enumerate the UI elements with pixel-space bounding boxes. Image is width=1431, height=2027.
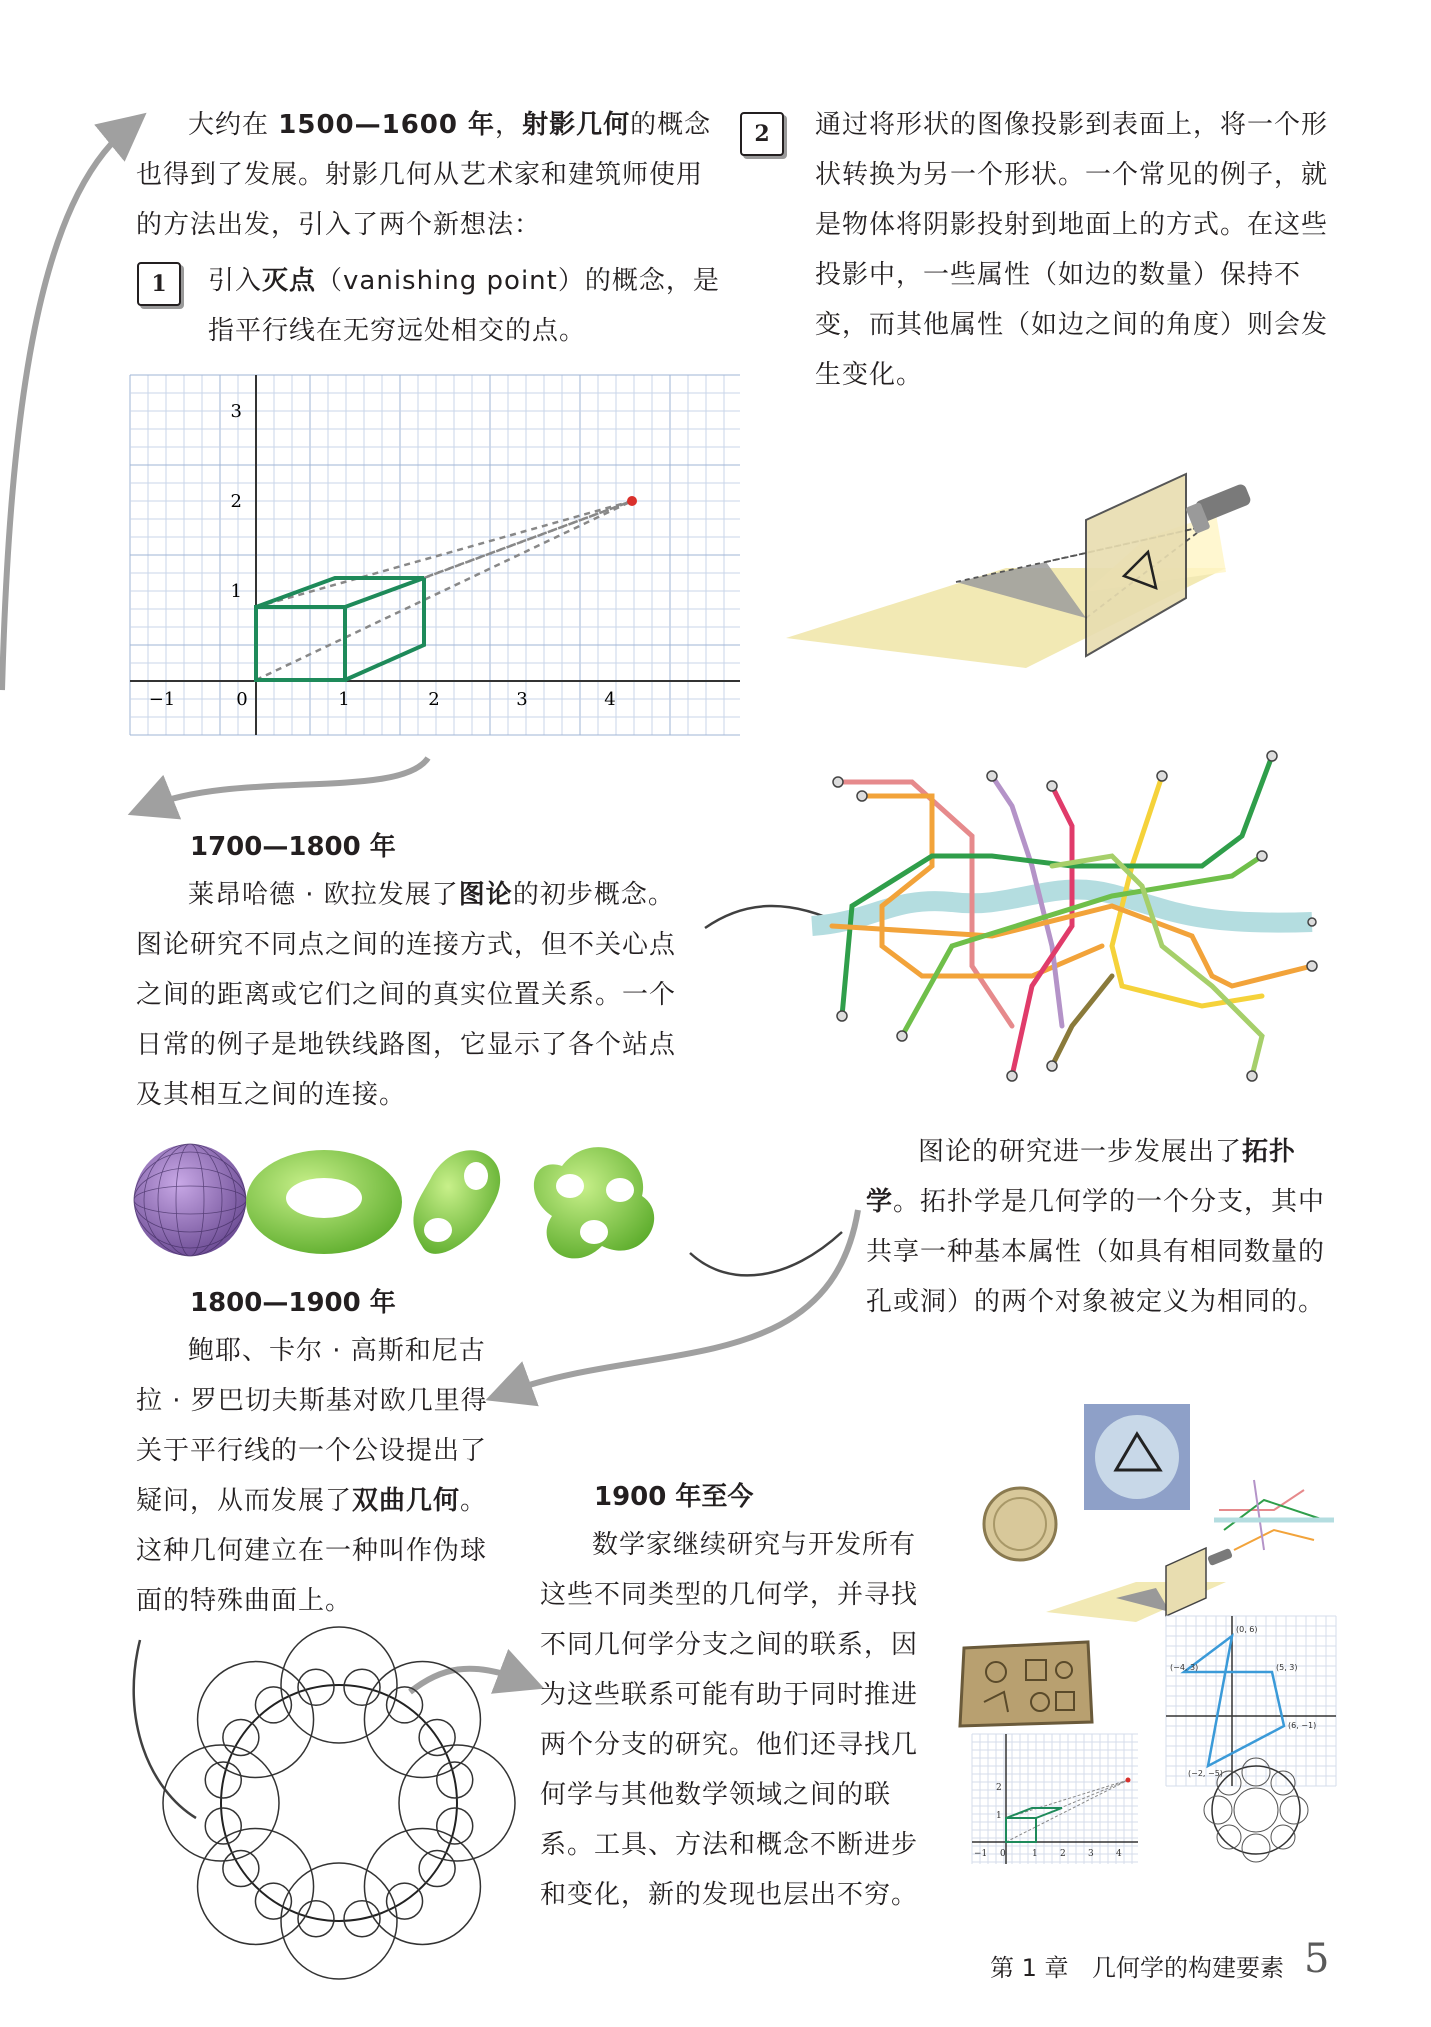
point-label: (−2, −5) bbox=[1188, 1769, 1223, 1778]
station bbox=[987, 771, 997, 781]
mini-x-label: 3 bbox=[1088, 1849, 1094, 1859]
projective-years: 1500—1600 年 bbox=[278, 110, 496, 140]
graph-theory-heading: 1700—1800 年 bbox=[190, 832, 396, 862]
station bbox=[1047, 781, 1057, 791]
box-depth-edges bbox=[256, 578, 424, 607]
idea-1-pre: 引入 bbox=[208, 266, 263, 296]
mini-y-label: 2 bbox=[996, 1783, 1002, 1793]
idea-1-text bbox=[208, 256, 728, 356]
mini-x-label: −1 bbox=[974, 1849, 988, 1859]
footer-chapter: 第 1 章 bbox=[990, 1954, 1069, 1982]
x-tick-label: 3 bbox=[516, 689, 528, 710]
projective-intro-post: 的概念也得到了发展。射影几何从艺术家和建筑师使用的方法出发，引入了两个新想法： bbox=[136, 110, 712, 240]
double-torus-shape bbox=[413, 1150, 500, 1254]
point-label: (0, 6) bbox=[1236, 1625, 1258, 1634]
mini-x-label: 4 bbox=[1116, 1849, 1122, 1859]
point-label: (−4, 3) bbox=[1170, 1663, 1199, 1672]
x-tick-label: 1 bbox=[338, 689, 350, 710]
x-tick-label: 2 bbox=[428, 689, 440, 710]
hyperbolic-text bbox=[136, 1326, 506, 1626]
hyperbolic-pre: 鲍耶、卡尔 · 高斯和尼古拉 · 罗巴切夫斯基对欧几里得关于平行线的一个公设提出了疑问，从而发展了 bbox=[136, 1336, 488, 1516]
footer-page-number: 5 bbox=[1304, 1936, 1330, 1982]
idea-1-number: 1 bbox=[137, 262, 181, 306]
station bbox=[1307, 961, 1317, 971]
station bbox=[1308, 918, 1316, 926]
station bbox=[1257, 851, 1267, 861]
point-label: (5, 3) bbox=[1276, 1663, 1298, 1672]
x-tick-label: −1 bbox=[148, 689, 176, 710]
flashlight-icon bbox=[1185, 483, 1252, 534]
idea-1-post: （vanishing point）的概念，是指平行线在无穷远处相交的点。 bbox=[208, 266, 720, 346]
y-tick-label: 1 bbox=[230, 581, 242, 602]
station bbox=[1007, 1071, 1017, 1081]
sphere-shape bbox=[134, 1144, 246, 1256]
graph-theory-pre: 莱昂哈德 · 欧拉发展了 bbox=[188, 880, 459, 910]
point-label: (6, −1) bbox=[1288, 1721, 1317, 1730]
projective-intro-mid: ， bbox=[495, 110, 523, 140]
projective-intro-pre: 大约在 bbox=[188, 110, 279, 140]
vanishing-point-grid bbox=[130, 375, 740, 735]
vanishing-point bbox=[627, 496, 637, 506]
mini-x-label: 1 bbox=[1032, 1849, 1038, 1859]
y-tick-label: 2 bbox=[230, 491, 242, 512]
graph-theory-text bbox=[136, 870, 684, 1120]
station bbox=[1047, 1061, 1057, 1071]
station bbox=[833, 777, 843, 787]
hyperbolic-heading: 1800—1900 年 bbox=[190, 1288, 396, 1318]
box-front-face bbox=[256, 607, 345, 680]
idea-2-number: 2 bbox=[740, 112, 784, 156]
modern-text: 数学家继续研究与开发所有这些不同类型的几何学，并寻找不同几何学分支之间的联系，因为这些联系可能有助于同时推进两个分支的研究。他们还寻找几何学与其他数学领域之间的联系。工具、方法和概念不断进步和变化，新的发现也层出不穷。 bbox=[540, 1530, 919, 1910]
station bbox=[857, 791, 867, 801]
station bbox=[837, 1011, 847, 1021]
station bbox=[1157, 771, 1167, 781]
hyperbolic-post: 。这种几何建立在一种叫作伪球面的特殊曲面上。 bbox=[136, 1486, 488, 1616]
topology-shapes bbox=[132, 1136, 712, 1276]
mini-x-label: 0 bbox=[1000, 1849, 1006, 1859]
connector-topology bbox=[690, 1232, 842, 1275]
projective-intro bbox=[136, 100, 716, 250]
topology-post: 。拓扑学是几何学的一个分支，其中共享一种基本属性（如具有相同数量的孔或洞）的两个对象被定义为相同的。 bbox=[866, 1187, 1326, 1317]
station bbox=[1267, 751, 1277, 761]
vanishing-line bbox=[424, 501, 632, 578]
hyperbolic-tiling bbox=[214, 1678, 464, 1928]
modern-heading: 1900 年至今 bbox=[594, 1482, 754, 1512]
topology-text bbox=[866, 1127, 1342, 1327]
graph-theory-term: 图论 bbox=[458, 880, 513, 910]
mini-y-label: 1 bbox=[996, 1811, 1002, 1821]
triple-torus-shape bbox=[534, 1147, 654, 1258]
x-tick-label: 4 bbox=[604, 689, 616, 710]
projective-term: 射影几何 bbox=[522, 110, 631, 140]
mini-x-label: 2 bbox=[1060, 1849, 1066, 1859]
torus-shape bbox=[246, 1150, 402, 1254]
graph-theory-post: 的初步概念。图论研究不同点之间的连接方式，但不关心点之间的距离或它们之间的真实位置关系。一个日常的例子是地铁线路图，它显示了各个站点及其相互之间的连接。 bbox=[136, 880, 677, 1110]
topology-pre: 图论的研究进一步发展出了 bbox=[918, 1137, 1243, 1167]
shadow-projection-illustration bbox=[786, 472, 1246, 672]
x-tick-label: 0 bbox=[236, 689, 248, 710]
y-tick-label: 3 bbox=[230, 401, 242, 422]
station bbox=[1247, 1071, 1257, 1081]
hyperbolic-term: 双曲几何 bbox=[352, 1486, 461, 1516]
idea-2-text: 通过将形状的图像投影到表面上，将一个形状转换为另一个形状。一个常见的例子，就是物体将阴影投射到地面上的方式。在这些投影中，一些属性（如边的数量）保持不变，而其他属性（如边之间的角度）则会发生变化。 bbox=[815, 110, 1329, 390]
arrow-to-graph-theory bbox=[150, 758, 428, 806]
metro-map bbox=[812, 746, 1312, 1106]
topology-term: 拓扑学 bbox=[866, 1137, 1297, 1217]
idea-1-term: 灭点 bbox=[262, 266, 317, 296]
footer-title: 几何学的构建要素 bbox=[1092, 1954, 1284, 1982]
arrow-to-projective bbox=[2, 128, 128, 690]
station bbox=[897, 1031, 907, 1041]
